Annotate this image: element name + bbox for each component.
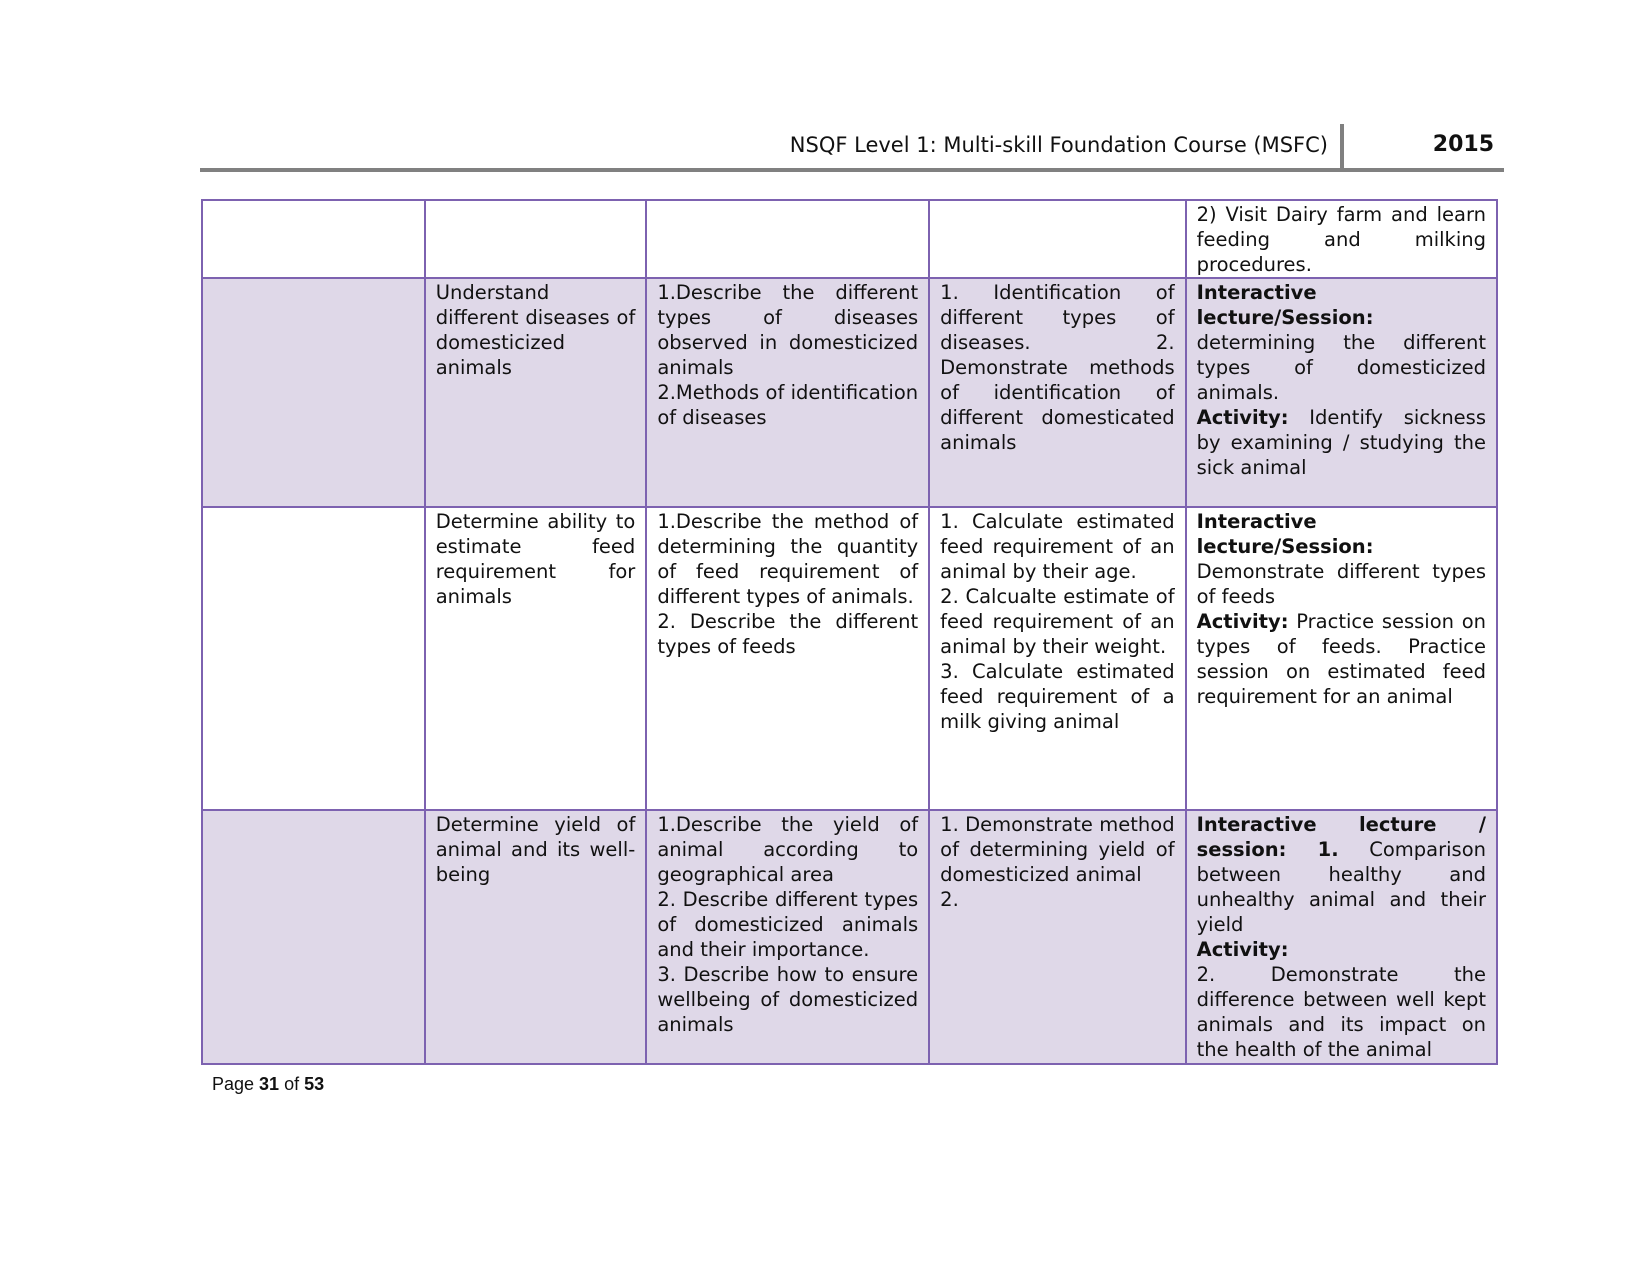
cell-line: 1. Calculate estimated feed requirement of an animal by their age. <box>940 510 1175 583</box>
theory-cell <box>646 278 929 507</box>
table-cell <box>425 200 647 278</box>
activity-text: Practice session on types of feeds. Practice session on estimated feed requirement for an animal <box>1196 610 1486 708</box>
activity-label: Activity: <box>1196 406 1289 429</box>
session-text: Comparison between healthy and unhealthy animal and their yield <box>1196 838 1487 936</box>
session-label: Interactive lecture / session: 1. <box>1196 813 1486 861</box>
page-of-label: of <box>279 1074 305 1094</box>
activity-label: Activity: <box>1196 938 1289 961</box>
practical-cell: 1. Identification of different types of diseases. 2. Demonstrate methods of identification of different domesticated animals <box>929 278 1185 507</box>
cell-line: 2. Calcualte estimate of feed requirement of an animal by their weight. <box>940 585 1175 658</box>
cell-line: 2. <box>940 888 959 911</box>
cell-line: 1. Demonstrate method of determining yield of domesticized animal <box>940 813 1175 886</box>
theory-cell <box>646 507 929 810</box>
activity-text: Identify sickness by examining / studying the sick animal <box>1196 406 1486 479</box>
methodology-cell <box>1186 507 1497 810</box>
session-text: determining the different types of domesticized animals. <box>1196 331 1486 404</box>
session-label: Interactive lecture/Session: <box>1196 281 1374 329</box>
table-row <box>202 278 1497 507</box>
cell-line: 2.Methods of identification of diseases <box>657 381 919 429</box>
cell-line: 1.Describe the different types of diseases observed in domesticized animals <box>657 281 919 379</box>
table-cell <box>202 507 425 810</box>
page-label: Page <box>212 1074 260 1094</box>
practical-cell <box>929 810 1185 1064</box>
practical-cell <box>929 507 1185 810</box>
table-cell <box>202 278 425 507</box>
cell-line: 1.Describe the method of determining the quantity of feed requirement of different types of animals. <box>657 510 919 608</box>
methodology-cell <box>1186 278 1497 507</box>
header-divider <box>1340 124 1344 168</box>
cell-line: 3. Describe how to ensure wellbeing of domesticized animals <box>657 963 919 1036</box>
table-cell: 2) Visit Dairy farm and learn feeding and milking procedures. <box>1186 200 1497 278</box>
methodology-cell <box>1186 810 1497 1064</box>
activity-text: 2. Demonstrate the difference between well kept animals and its impact on the health of the animal <box>1196 963 1486 1061</box>
page-number: 31 <box>259 1074 280 1094</box>
theory-cell <box>646 810 929 1064</box>
page-total: 53 <box>304 1074 325 1094</box>
table-row <box>202 507 1497 810</box>
table-cell <box>646 200 929 278</box>
cell-line: 1.Describe the yield of animal according to geographical area <box>657 813 919 886</box>
page-footer <box>212 1074 324 1095</box>
session-label: Interactive lecture/Session: <box>1196 510 1374 558</box>
document-year: 2015 <box>1432 132 1494 157</box>
learning-outcome-cell: Determine yield of animal and its well-being <box>425 810 647 1064</box>
page-header <box>200 124 1504 172</box>
document-title: NSQF Level 1: Multi-skill Foundation Course (MSFC) <box>789 133 1328 157</box>
session-text: Demonstrate different types of feeds <box>1196 560 1486 608</box>
cell-line: 2. Describe the different types of feeds <box>657 610 919 658</box>
cell-line: 3. Calculate estimated feed requirement of a milk giving animal <box>940 660 1175 733</box>
activity-label: Activity: <box>1196 610 1289 633</box>
table-cell <box>929 200 1185 278</box>
curriculum-table <box>201 199 1498 1065</box>
table-cell <box>202 200 425 278</box>
learning-outcome-cell: Determine ability to estimate feed requirement for animals <box>425 507 647 810</box>
cell-line: 2. Describe different types of domesticized animals and their importance. <box>657 888 919 961</box>
table-cell <box>202 810 425 1064</box>
table-row <box>202 200 1497 278</box>
table-row <box>202 810 1497 1064</box>
learning-outcome-cell: Understand different diseases of domesticized animals <box>425 278 647 507</box>
